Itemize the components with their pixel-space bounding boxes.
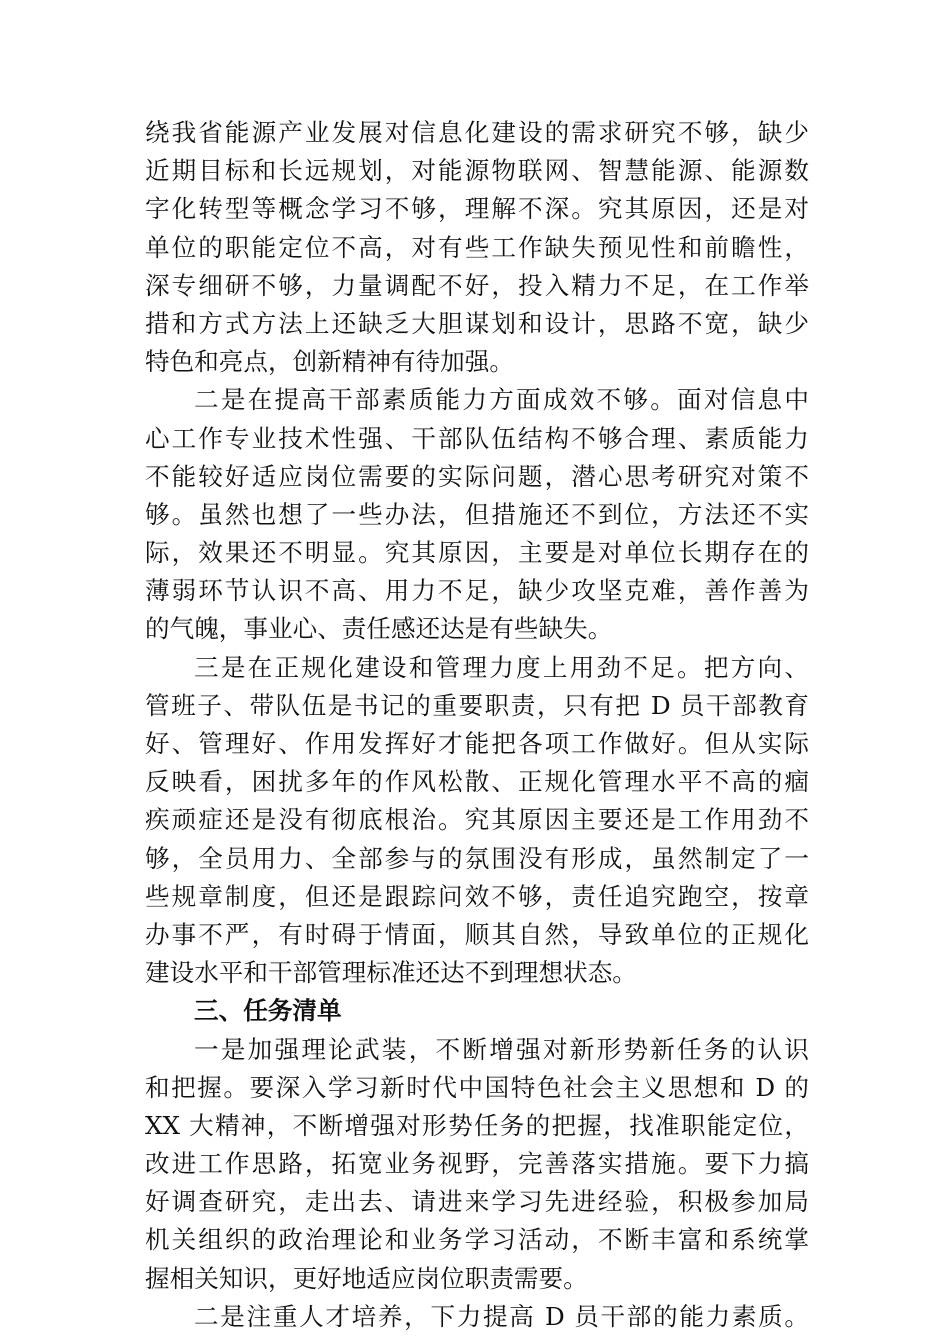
body-paragraph: [145, 649, 809, 993]
paragraph-line: 疾顽症还是没有彻底根治。究其原因主要还是工作用劲不: [145, 805, 809, 835]
paragraph-line: 好、管理好、作用发挥好才能把各项工作做好。但从实际: [145, 729, 809, 758]
paragraph-line: 际，效果还不明显。究其原因，主要是对单位长期存在的: [145, 538, 809, 568]
section-heading: [145, 992, 809, 1030]
body-paragraph: [145, 381, 809, 648]
paragraph-line: 机关组织的政治理论和业务学习活动，不断丰富和系统掌: [145, 1225, 809, 1255]
paragraph-line: 改进工作思路，拓宽业务视野，完善落实措施。要下力搞: [145, 1149, 809, 1179]
paragraph-line: 薄弱环节认识不高、用力不足，缺少攻坚克难，善作善为: [145, 576, 809, 606]
paragraph-line: 握相关知识，更好地适应岗位职责需要。: [145, 1263, 588, 1293]
paragraph-line: 管班子、带队伍是书记的重要职责，只有把 D 员干部教育: [145, 690, 809, 720]
paragraph-line: 些规章制度，但还是跟踪问效不够，责任追究跑空，按章: [145, 881, 809, 911]
section-heading-text: 三、任务清单: [194, 996, 342, 1026]
body-paragraph: [145, 114, 809, 381]
paragraph-line: 特色和亮点，创新精神有待加强。: [145, 347, 514, 377]
paragraph-line: 二是在提高干部素质能力方面成效不够。面对信息中: [194, 385, 809, 415]
paragraph-line: 措和方式方法上还缺乏大胆谋划和设计，思路不宽，缺少: [145, 308, 809, 338]
paragraph-line: 和把握。要深入学习新时代中国特色社会主义思想和 D 的: [145, 1072, 809, 1102]
body-paragraph: [145, 1298, 809, 1336]
paragraph-line: 字化转型等概念学习不够，理解不深。究其原因，还是对: [145, 194, 809, 224]
paragraph-line: 心工作专业技术性强、干部队伍结构不够合理、素质能力: [145, 423, 809, 453]
paragraph-line: 够。虽然也想了一些办法，但措施还不到位，方法还不实: [145, 499, 809, 529]
paragraph-line: 够，全员用力、全部参与的氛围没有形成，虽然制定了一: [145, 843, 809, 873]
paragraph-line: 建设水平和干部管理标准还达不到理想状态。: [145, 958, 637, 988]
paragraph-line: 单位的职能定位不高，对有些工作缺失预见性和前瞻性，: [145, 232, 809, 262]
paragraph-line: 深专细研不够，力量调配不好，投入精力不足，在工作举: [145, 270, 809, 300]
paragraph-line: 一是加强理论武装，不断增强对新形势新任务的认识: [194, 1034, 809, 1064]
paragraph-line: 绕我省能源产业发展对信息化建设的需求研究不够，缺少: [145, 118, 809, 147]
paragraph-line: 好调查研究，走出去、请进来学习先进经验，积极参加局: [145, 1187, 809, 1217]
document-body: [145, 114, 809, 1336]
paragraph-line: 二是注重人才培养，下力提高 D 员干部的能力素质。: [194, 1301, 809, 1331]
paragraph-line: 办事不严，有时碍于情面，顺其自然，导致单位的正规化: [145, 919, 809, 949]
paragraph-line: 的气魄，事业心、责任感还达是有些缺失。: [145, 614, 613, 644]
body-paragraph: [145, 1031, 809, 1298]
paragraph-line: 近期目标和长远规划，对能源物联网、智慧能源、能源数: [145, 156, 809, 186]
paragraph-line: 不能较好适应岗位需要的实际问题，潜心思考研究对策不: [145, 461, 809, 491]
paragraph-line: XX 大精神，不断增强对形势任务的把握，找准职能定位，: [145, 1110, 809, 1140]
paragraph-line: 反映看，困扰多年的作风松散、正规化管理水平不高的痼: [145, 767, 809, 797]
paragraph-line: 三是在正规化建设和管理力度上用劲不足。把方向、: [194, 652, 809, 682]
